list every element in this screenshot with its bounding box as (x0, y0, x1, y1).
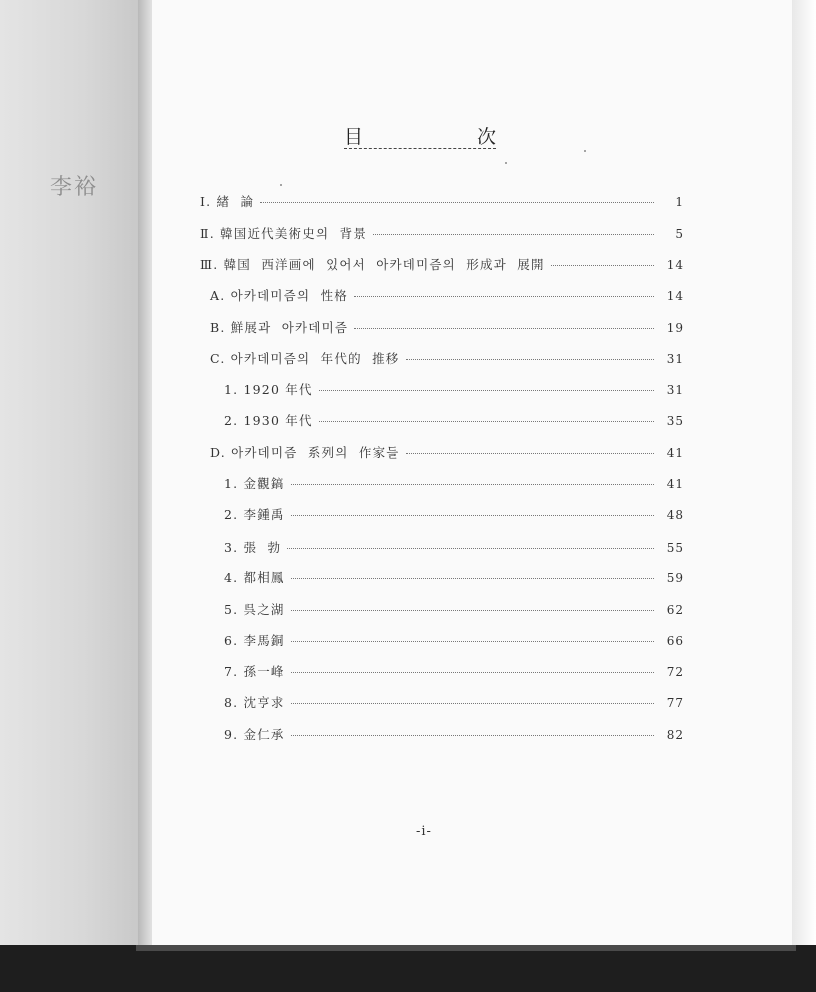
toc-entry-label: D. 아카데미즘 系列의 作家들 (210, 445, 400, 460)
toc-entry (224, 474, 684, 494)
toc-entry-page: 72 (666, 665, 684, 679)
toc-entry-label: 7. 孫一峰 (224, 664, 285, 679)
book-cover-left (0, 0, 138, 950)
toc-entry (224, 538, 684, 558)
toc-entry-label: Ⅱ. 韓国近代美術史의 背景 (200, 226, 367, 241)
toc-entry-label: 1. 1920 年代 (224, 382, 313, 397)
toc-entry (224, 505, 684, 525)
toc-entry (224, 662, 684, 682)
toc-entry-label: B. 鮮展과 아카데미즘 (210, 320, 349, 335)
toc-entry (224, 568, 684, 588)
toc-entry-page: 35 (666, 414, 684, 428)
toc-title-char-2: 次 (476, 126, 496, 148)
toc-entry-page: 19 (666, 321, 684, 335)
toc-entry-label: Ⅰ. 緖 論 (200, 194, 255, 209)
toc-entry (224, 631, 684, 651)
toc-entry-label: 5. 呉之湖 (224, 602, 285, 617)
book-gutter (138, 0, 152, 950)
toc-entry (200, 192, 684, 212)
toc-leader-dots (291, 735, 654, 736)
toc-title-char-1: 目 (344, 126, 364, 148)
toc-entry (210, 318, 684, 338)
toc-title (344, 122, 496, 149)
toc-leader-dots (291, 641, 654, 642)
toc-entry-page: 14 (666, 289, 684, 303)
toc-leader-dots (406, 359, 654, 360)
toc-entry-page: 14 (666, 258, 684, 272)
toc-leader-dots (319, 390, 654, 391)
toc-leader-dots (406, 453, 654, 454)
toc-entry (200, 224, 684, 244)
toc-entry-label: 2. 李鍾禹 (224, 507, 285, 522)
toc-entry-page: 5 (675, 227, 684, 241)
toc-entry-page: 41 (666, 446, 684, 460)
print-speck (584, 150, 586, 152)
toc-entry-label: 2. 1930 年代 (224, 413, 313, 428)
toc-entry-label: A. 아카데미즘의 性格 (210, 288, 348, 303)
toc-entry-label: 6. 李馬銅 (224, 633, 285, 648)
book-bottom-edge (0, 945, 816, 992)
toc-entry-label: C. 아카데미즘의 年代的 推移 (210, 351, 400, 366)
toc-entry-label: 1. 金觀鎬 (224, 476, 285, 491)
toc-entry-page: 82 (666, 728, 684, 742)
print-speck (505, 162, 507, 164)
toc-entry-page: 59 (666, 571, 684, 585)
toc-entry (210, 443, 684, 463)
toc-leader-dots (291, 515, 654, 516)
toc-entry (224, 725, 684, 745)
spine-title: 李裕 (50, 175, 99, 200)
toc-entry-label: Ⅲ. 韓国 西洋画에 있어서 아카데미즘의 形成과 展開 (200, 257, 545, 272)
toc-entry-page: 77 (666, 696, 684, 710)
toc-entry (224, 411, 684, 431)
toc-entry-label: 9. 金仁承 (224, 727, 285, 742)
toc-leader-dots (291, 610, 654, 611)
page-folio: -i- (416, 824, 432, 839)
toc-entry (210, 349, 684, 369)
toc-leader-dots (287, 548, 654, 549)
page-right-edge (792, 0, 816, 945)
toc-entry-label: 8. 沈亨求 (224, 695, 285, 710)
toc-entry-label: 4. 都相鳳 (224, 570, 285, 585)
toc-entry-page: 31 (666, 352, 684, 366)
toc-leader-dots (291, 703, 654, 704)
toc-entry-label: 3. 張 勃 (224, 540, 282, 555)
toc-entry (210, 286, 684, 306)
toc-entry (200, 255, 684, 275)
toc-leader-dots (291, 484, 654, 485)
toc-leader-dots (551, 265, 654, 266)
toc-entry (224, 693, 684, 713)
toc-entry (224, 380, 684, 400)
toc-leader-dots (291, 578, 654, 579)
print-speck (280, 184, 282, 186)
toc-leader-dots (354, 296, 654, 297)
toc-entry-page: 55 (666, 541, 684, 555)
toc-entry-page: 31 (666, 383, 684, 397)
toc-entry-page: 66 (666, 634, 684, 648)
toc-entry-page: 62 (666, 603, 684, 617)
toc-entry-page: 48 (666, 508, 684, 522)
toc-leader-dots (291, 672, 654, 673)
toc-entry-page: 1 (675, 195, 684, 209)
toc-title-underline (344, 148, 496, 149)
toc-leader-dots (319, 421, 654, 422)
toc-entry (224, 600, 684, 620)
toc-entry-page: 41 (666, 477, 684, 491)
toc-leader-dots (373, 234, 654, 235)
toc-leader-dots (354, 328, 654, 329)
toc-leader-dots (260, 202, 654, 203)
book-bottom-lip (136, 945, 796, 951)
